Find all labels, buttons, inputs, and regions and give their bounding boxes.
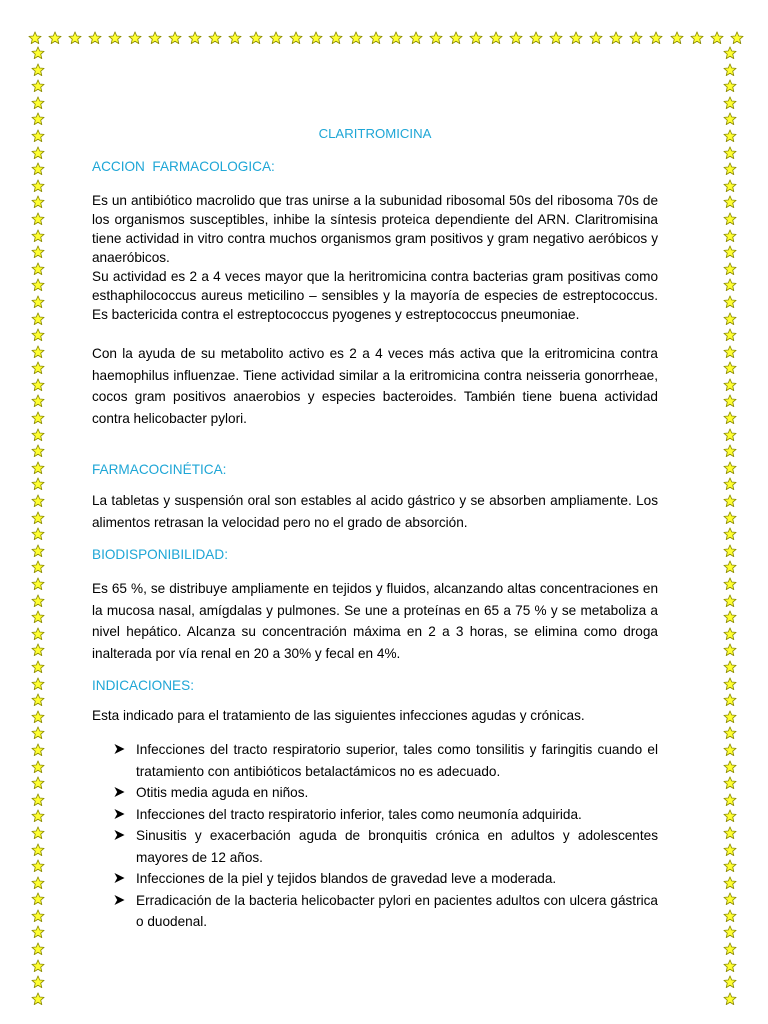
star-icon bbox=[31, 63, 45, 77]
star-icon bbox=[31, 312, 45, 326]
heading-accion-farmacologica: ACCION FARMACOLOGICA: bbox=[92, 159, 275, 174]
star-icon bbox=[31, 394, 45, 408]
star-icon bbox=[31, 942, 45, 956]
star-icon bbox=[723, 46, 737, 60]
star-icon bbox=[723, 262, 737, 276]
star-icon bbox=[723, 96, 737, 110]
star-icon bbox=[31, 975, 45, 989]
star-icon bbox=[723, 909, 737, 923]
star-icon bbox=[589, 31, 603, 45]
paragraph-accion-3: Con la ayuda de su metabolito activo es 2 a 4 veces más activa que la eritromicina contra haemophilus influenzae. Tiene actividad similar a la eritromicina contra neisseria gonorrheae, cocos gram positivos anaerobios y especies bacteroides. También tiene buena actividad contra helicobacter pylori. bbox=[92, 346, 658, 426]
paragraph-indicaciones-intro: Esta indicado para el tratamiento de las siguientes infecciones agudas y crónicas. bbox=[92, 708, 585, 723]
star-icon bbox=[289, 31, 303, 45]
star-icon bbox=[31, 46, 45, 60]
star-icon bbox=[723, 195, 737, 209]
star-icon bbox=[649, 31, 663, 45]
star-icon bbox=[723, 129, 737, 143]
star-icon bbox=[31, 195, 45, 209]
star-icon bbox=[31, 129, 45, 143]
star-icon bbox=[31, 677, 45, 691]
star-icon bbox=[31, 776, 45, 790]
star-icon bbox=[489, 31, 503, 45]
star-icon bbox=[723, 843, 737, 857]
star-icon bbox=[723, 760, 737, 774]
star-icon bbox=[609, 31, 623, 45]
star-icon bbox=[31, 710, 45, 724]
star-icon bbox=[730, 31, 744, 45]
star-icon bbox=[723, 693, 737, 707]
star-icon bbox=[31, 477, 45, 491]
paragraph-farmacocinetica: La tabletas y suspensión oral son estables al acido gástrico y se absorben ampliamente. Los alimentos retrasan la velocidad pero no el grado de absorción. bbox=[92, 493, 658, 530]
heading-farmacocinetica: FARMACOCINÉTICA: bbox=[92, 462, 227, 477]
arrow-bullet-icon bbox=[114, 786, 125, 798]
star-icon bbox=[31, 809, 45, 823]
arrow-bullet-icon bbox=[114, 829, 125, 841]
star-icon bbox=[31, 876, 45, 890]
star-icon bbox=[723, 959, 737, 973]
star-icon bbox=[723, 876, 737, 890]
star-icon bbox=[723, 63, 737, 77]
star-icon bbox=[309, 31, 323, 45]
star-icon bbox=[168, 31, 182, 45]
star-icon bbox=[31, 627, 45, 641]
star-icon bbox=[31, 378, 45, 392]
star-icon bbox=[723, 925, 737, 939]
star-icon bbox=[723, 726, 737, 740]
star-icon bbox=[31, 859, 45, 873]
list-item: Infecciones de la piel y tejidos blandos de gravedad leve a moderada. bbox=[114, 868, 658, 890]
arrow-bullet-icon bbox=[114, 743, 125, 755]
star-icon bbox=[723, 212, 737, 226]
star-icon bbox=[723, 146, 737, 160]
list-item: Otitis media aguda en niños. bbox=[114, 782, 658, 804]
star-icon bbox=[31, 428, 45, 442]
list-item: Infecciones del tracto respiratorio inferior, tales como neumonía adquirida. bbox=[114, 804, 658, 826]
star-icon bbox=[723, 428, 737, 442]
document-title: CLARITROMICINA bbox=[318, 126, 432, 141]
star-icon bbox=[389, 31, 403, 45]
star-icon bbox=[569, 31, 583, 45]
star-icon bbox=[31, 693, 45, 707]
star-icon bbox=[31, 262, 45, 276]
star-icon bbox=[31, 992, 45, 1006]
star-icon bbox=[723, 610, 737, 624]
star-icon bbox=[723, 162, 737, 176]
star-icon bbox=[31, 345, 45, 359]
star-icon bbox=[723, 461, 737, 475]
star-icon bbox=[549, 31, 563, 45]
star-icon bbox=[31, 96, 45, 110]
star-icon bbox=[723, 544, 737, 558]
star-icon bbox=[31, 560, 45, 574]
star-icon bbox=[723, 312, 737, 326]
star-icon bbox=[670, 31, 684, 45]
star-icon bbox=[31, 594, 45, 608]
star-icon bbox=[409, 31, 423, 45]
star-icon bbox=[529, 31, 543, 45]
star-icon bbox=[369, 31, 383, 45]
arrow-bullet-icon bbox=[114, 872, 125, 884]
star-icon bbox=[723, 809, 737, 823]
star-icon bbox=[88, 31, 102, 45]
star-icon bbox=[68, 31, 82, 45]
star-icon bbox=[723, 892, 737, 906]
star-icon bbox=[31, 925, 45, 939]
star-icon bbox=[31, 643, 45, 657]
star-icon bbox=[723, 643, 737, 657]
star-icon bbox=[31, 411, 45, 425]
star-icon bbox=[723, 378, 737, 392]
heading-indicaciones: INDICACIONES: bbox=[92, 678, 194, 693]
star-icon bbox=[723, 295, 737, 309]
star-icon bbox=[31, 892, 45, 906]
star-icon bbox=[31, 328, 45, 342]
star-icon bbox=[31, 79, 45, 93]
star-icon bbox=[228, 31, 242, 45]
star-icon bbox=[128, 31, 142, 45]
star-icon bbox=[31, 527, 45, 541]
list-item: Infecciones del tracto respiratorio superior, tales como tonsilitis y faringitis cuando el tratamiento con antibióticos betalactámicos no es adecuado. bbox=[114, 739, 658, 782]
star-icon bbox=[723, 660, 737, 674]
star-icon bbox=[329, 31, 343, 45]
star-icon bbox=[31, 146, 45, 160]
star-icon bbox=[31, 793, 45, 807]
star-icon bbox=[469, 31, 483, 45]
star-icon bbox=[723, 411, 737, 425]
star-border-right bbox=[720, 46, 740, 1024]
star-icon bbox=[31, 179, 45, 193]
star-icon bbox=[723, 577, 737, 591]
paragraph-accion-2: Su actividad es 2 a 4 veces mayor que la heritromicina contra bacterias gram positivas como esthaphilococcus aureus meticilino – sensibles y la mayoría de especies de estreptococcus. Es bactericida contra el estreptococcus pyogenes y estreptococcus pneumoniae. bbox=[92, 269, 658, 322]
star-icon bbox=[723, 942, 737, 956]
star-icon bbox=[31, 461, 45, 475]
star-icon bbox=[249, 31, 263, 45]
star-icon bbox=[31, 760, 45, 774]
star-icon bbox=[629, 31, 643, 45]
star-icon bbox=[31, 826, 45, 840]
star-icon bbox=[509, 31, 523, 45]
star-icon bbox=[723, 627, 737, 641]
star-icon bbox=[108, 31, 122, 45]
paragraph-biodisponibilidad: Es 65 %, se distribuye ampliamente en tejidos y fluidos, alcanzando altas concentraciones en la mucosa nasal, amígdalas y pulmones. Se une a proteínas en 65 a 75 % y se metaboliza a nivel hepático. Alcanza su concentración máxima en 2 a 3 horas, se elimina como droga inalterada por vía renal en 20 a 30% y fecal en 4%. bbox=[92, 581, 658, 661]
star-icon bbox=[269, 31, 283, 45]
star-icon bbox=[723, 394, 737, 408]
star-icon bbox=[723, 345, 737, 359]
star-icon bbox=[188, 31, 202, 45]
document-body bbox=[92, 124, 658, 933]
star-icon bbox=[723, 245, 737, 259]
star-icon bbox=[723, 992, 737, 1006]
star-icon bbox=[31, 278, 45, 292]
star-icon bbox=[31, 511, 45, 525]
star-icon bbox=[349, 31, 363, 45]
star-icon bbox=[31, 909, 45, 923]
star-icon bbox=[208, 31, 222, 45]
star-icon bbox=[723, 594, 737, 608]
star-icon bbox=[31, 444, 45, 458]
star-icon bbox=[723, 79, 737, 93]
star-icon bbox=[723, 278, 737, 292]
star-icon bbox=[723, 328, 737, 342]
star-icon bbox=[723, 677, 737, 691]
arrow-bullet-icon bbox=[114, 808, 125, 820]
list-item: Erradicación de la bacteria helicobacter pylori en pacientes adultos con ulcera gástrica o duodenal. bbox=[114, 890, 658, 933]
star-icon bbox=[449, 31, 463, 45]
star-icon bbox=[28, 31, 42, 45]
star-icon bbox=[723, 527, 737, 541]
star-icon bbox=[723, 511, 737, 525]
star-icon bbox=[31, 295, 45, 309]
star-icon bbox=[723, 229, 737, 243]
star-icon bbox=[723, 112, 737, 126]
star-icon bbox=[31, 610, 45, 624]
arrow-bullet-icon bbox=[114, 894, 125, 906]
star-icon bbox=[31, 843, 45, 857]
star-icon bbox=[723, 793, 737, 807]
star-icon bbox=[31, 577, 45, 591]
star-icon bbox=[48, 31, 62, 45]
star-icon bbox=[31, 494, 45, 508]
star-icon bbox=[429, 31, 443, 45]
star-icon bbox=[690, 31, 704, 45]
star-icon bbox=[723, 477, 737, 491]
star-icon bbox=[710, 31, 724, 45]
star-icon bbox=[723, 179, 737, 193]
star-icon bbox=[31, 162, 45, 176]
paragraph-accion-1: Es un antibiótico macrolido que tras unirse a la subunidad ribosomal 50s del ribosoma 70s de los organismos susceptibles, inhibe la síntesis proteica dependiente del ARN. Claritromisina tiene actividad in vitro contra muchos organismos gram positivos y gram negativo aeróbicos y anaeróbicos. bbox=[92, 193, 658, 265]
star-icon bbox=[723, 826, 737, 840]
star-icon bbox=[723, 361, 737, 375]
star-icon bbox=[723, 444, 737, 458]
star-icon bbox=[31, 112, 45, 126]
star-icon bbox=[723, 710, 737, 724]
star-icon bbox=[723, 975, 737, 989]
star-border-left bbox=[28, 46, 48, 1024]
indicaciones-list bbox=[92, 739, 658, 933]
list-item: Sinusitis y exacerbación aguda de bronquitis crónica en adultos y adolescentes mayores de 12 años. bbox=[114, 825, 658, 868]
star-icon bbox=[31, 726, 45, 740]
star-icon bbox=[723, 776, 737, 790]
star-border-top bbox=[28, 28, 744, 48]
star-icon bbox=[31, 361, 45, 375]
star-icon bbox=[723, 560, 737, 574]
heading-biodisponibilidad: BIODISPONIBILIDAD: bbox=[92, 547, 228, 562]
star-icon bbox=[31, 660, 45, 674]
star-icon bbox=[31, 544, 45, 558]
star-icon bbox=[31, 245, 45, 259]
star-icon bbox=[31, 212, 45, 226]
star-icon bbox=[31, 743, 45, 757]
star-icon bbox=[723, 859, 737, 873]
star-icon bbox=[31, 959, 45, 973]
star-icon bbox=[723, 743, 737, 757]
star-icon bbox=[148, 31, 162, 45]
star-icon bbox=[31, 229, 45, 243]
star-icon bbox=[723, 494, 737, 508]
